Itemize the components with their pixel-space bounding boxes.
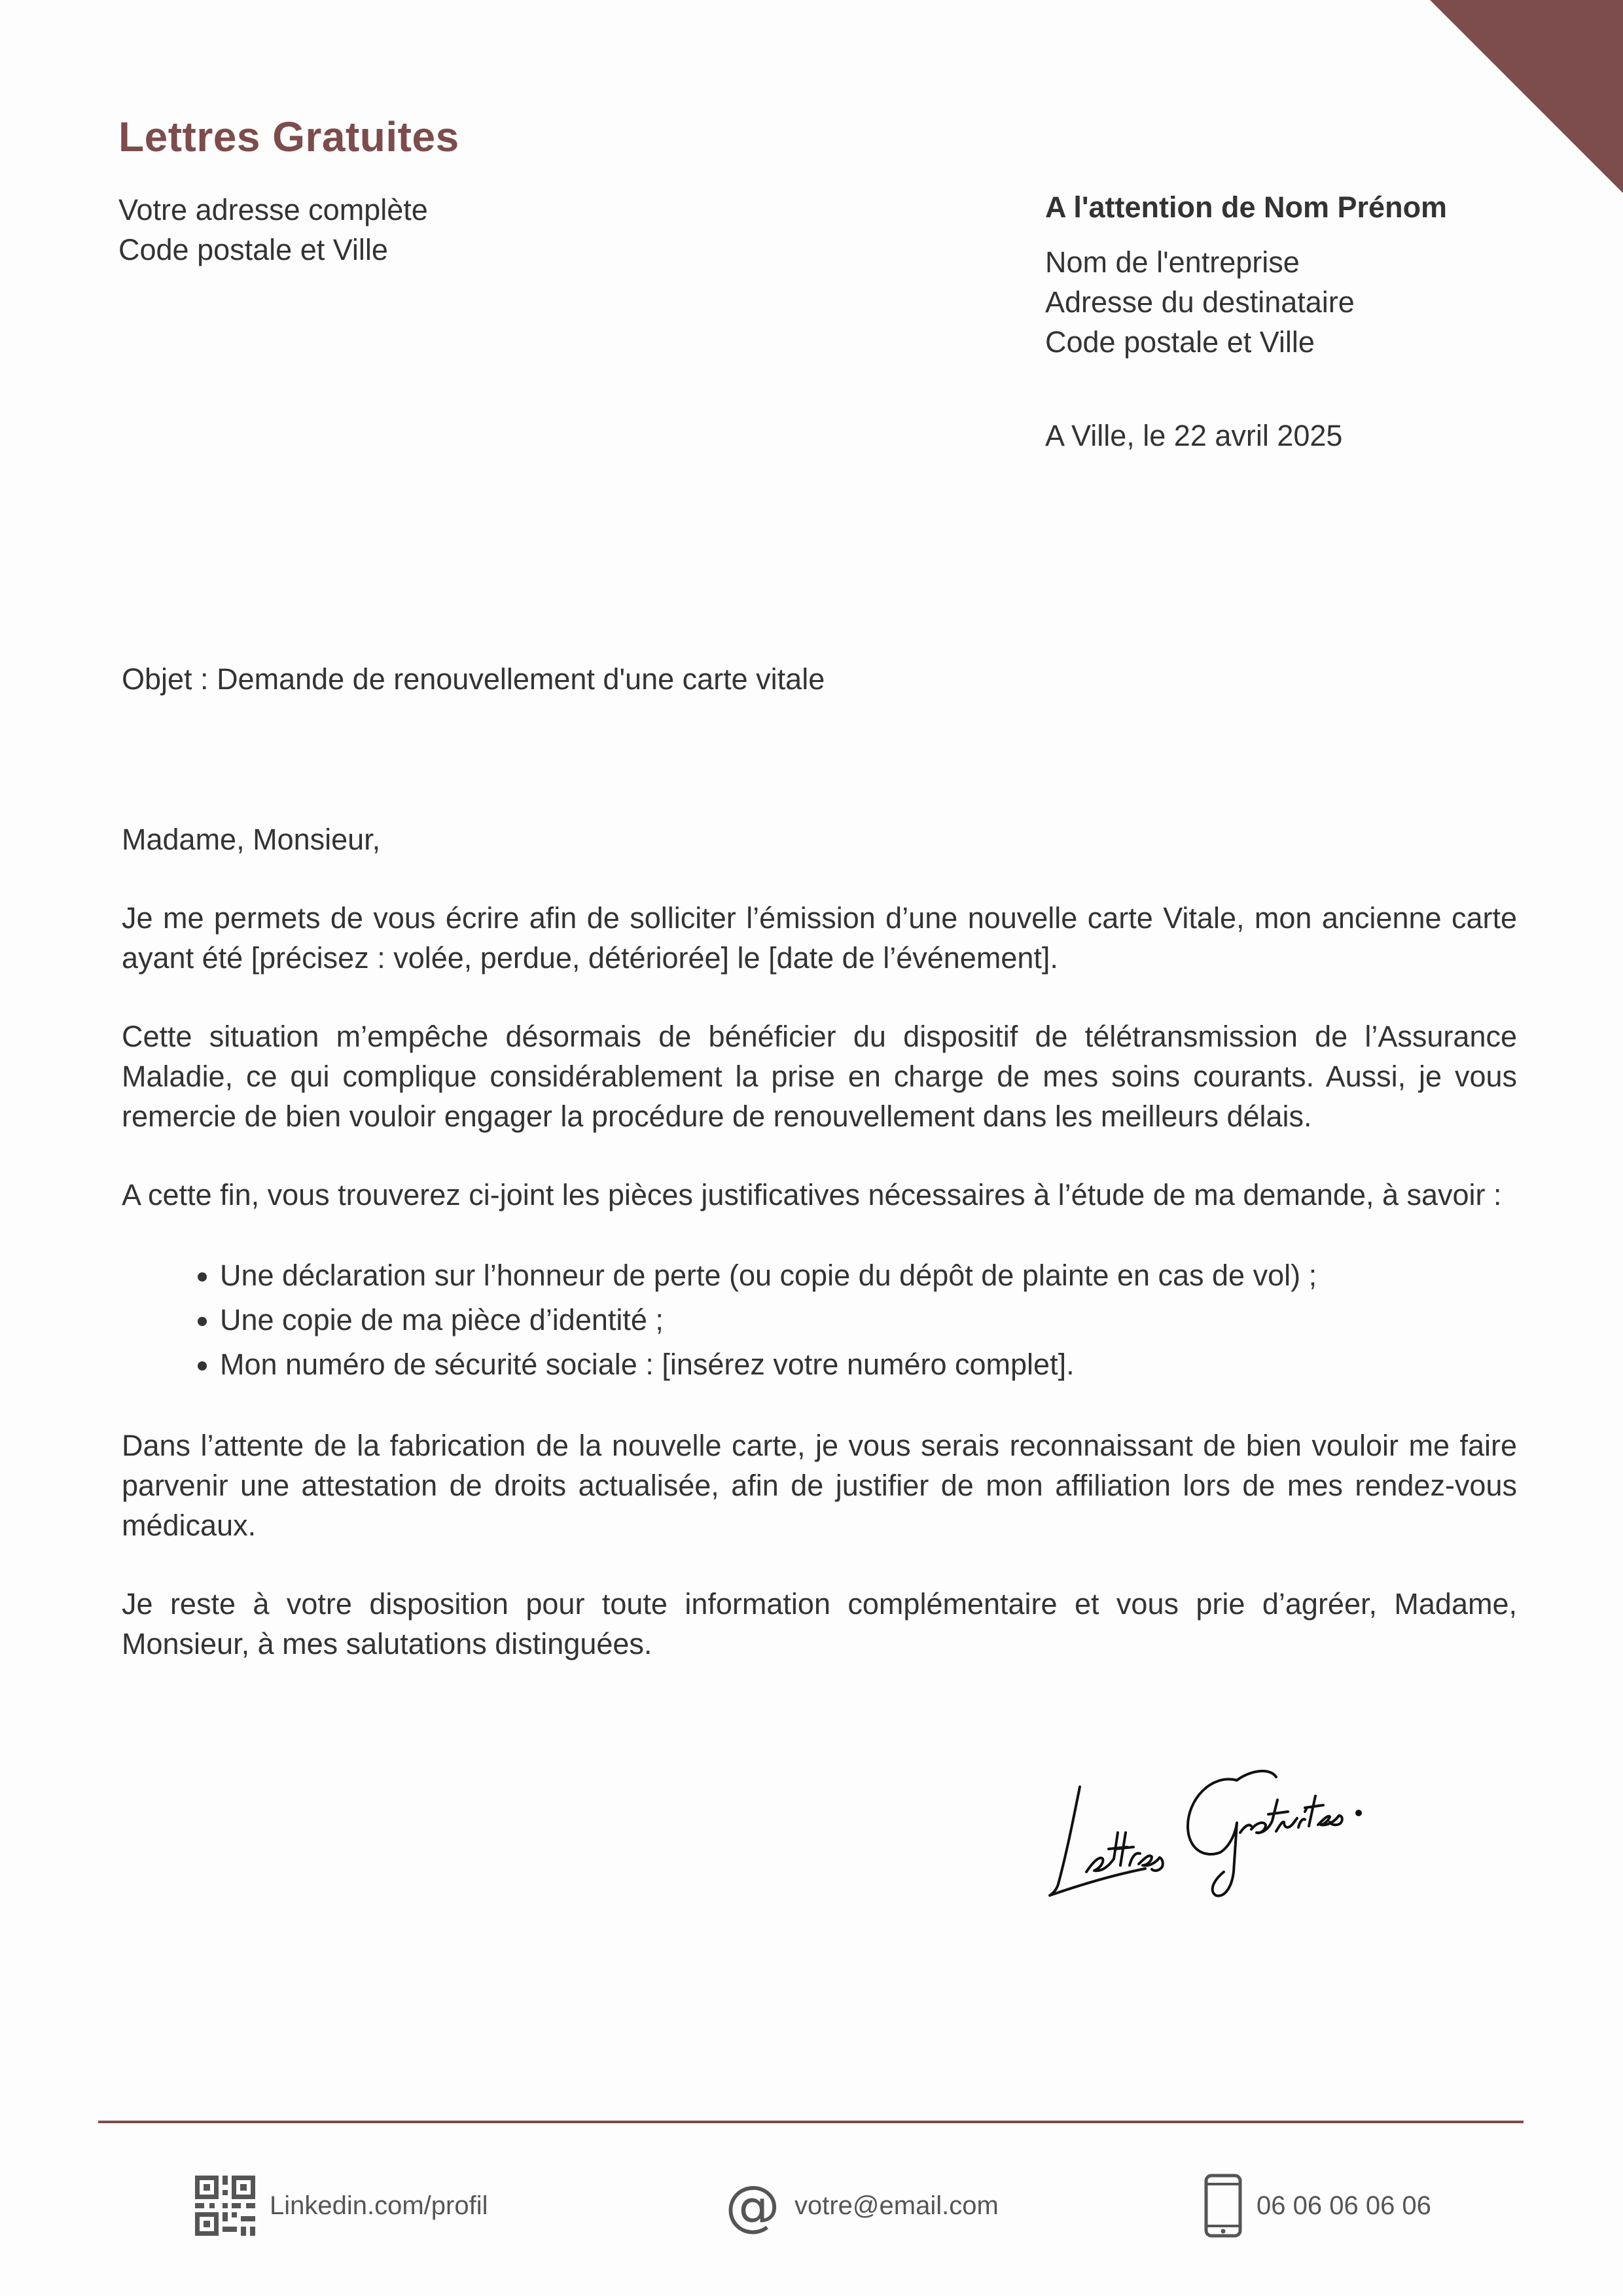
phone-text: 06 06 06 06 06 (1257, 2191, 1431, 2220)
list-item: • Une déclaration sur l’honneur de perte (ou copie du dépôt de plainte en cas de vol) ; (220, 1253, 1517, 1298)
closing-paragraph: Je reste à votre disposition pour toute information complémentaire et vous prie d’agréer, Madame, Monsieur, à mes salutations distinguées. (122, 1587, 1517, 1660)
list-item: • Mon numéro de sécurité sociale : [insérez votre numéro complet]. (220, 1342, 1517, 1387)
footer-linkedin (195, 2173, 488, 2238)
qr-code-icon (195, 2176, 255, 2236)
body-paragraph: Dans l’attente de la fabrication de la nouvelle carte, je vous serais reconnaissant de bien vouloir me faire parvenir une attestation de droits actualisée, afin de justifier de mon affiliation lors de mes rendez-vous médicaux. (122, 1429, 1517, 1542)
body-paragraph: Cette situation m’empêche désormais de bénéficier du dispositif de télétransmission de l’Assurance Maladie, ce qui complique considérablement la prise en charge de mes soins courants. Aussi, je vous remercie de bien vouloir engager la procédure de renouvellement dans les meilleurs délais. (122, 1020, 1517, 1133)
body-paragraph: A cette fin, vous trouverez ci-joint les pièces justificatives nécessaires à l’étude de ma demande, à savoir : (122, 1178, 1502, 1211)
recipient-address: Adresse du destinataire (1045, 285, 1355, 319)
salutation: Madame, Monsieur, (122, 823, 381, 856)
recipient-attention: A l'attention de Nom Prénom (1045, 190, 1448, 224)
handwritten-signature (1041, 1741, 1420, 1911)
brand-title: Lettres Gratuites (118, 113, 459, 160)
letter-subject: Objet : Demande de renouvellement d'une carte vitale (122, 662, 825, 696)
list-item: • Une copie de ma pièce d’identité ; (220, 1298, 1517, 1342)
footer-phone (1204, 2173, 1431, 2238)
recipient-city: Code postale et Ville (1045, 325, 1315, 359)
at-sign-icon: @ (725, 2174, 780, 2238)
body-paragraph: Je me permets de vous écrire afin de solliciter l’émission d’une nouvelle carte Vitale, mon ancienne carte ayant été [précisez : volée, perdue, détériorée] le [date de l’événement]. (122, 901, 1517, 975)
signature-dot (1355, 1810, 1362, 1816)
recipient-company: Nom de l'entreprise (1045, 245, 1300, 279)
documents-list (122, 1253, 1517, 1387)
letter-date: A Ville, le 22 avril 2025 (1045, 419, 1343, 452)
letter-body (122, 819, 1517, 1702)
linkedin-text: Linkedin.com/profil (270, 2191, 488, 2220)
email-text: votre@email.com (794, 2191, 999, 2220)
footer-divider (98, 2121, 1524, 2123)
sender-city-line: Code postale et Ville (118, 233, 388, 266)
sender-address (118, 190, 428, 270)
recipient-block (1045, 187, 1447, 362)
footer-email (725, 2173, 999, 2238)
corner-decoration (1430, 0, 1623, 193)
sender-address-line: Votre adresse complète (118, 193, 428, 226)
phone-icon (1204, 2174, 1242, 2238)
